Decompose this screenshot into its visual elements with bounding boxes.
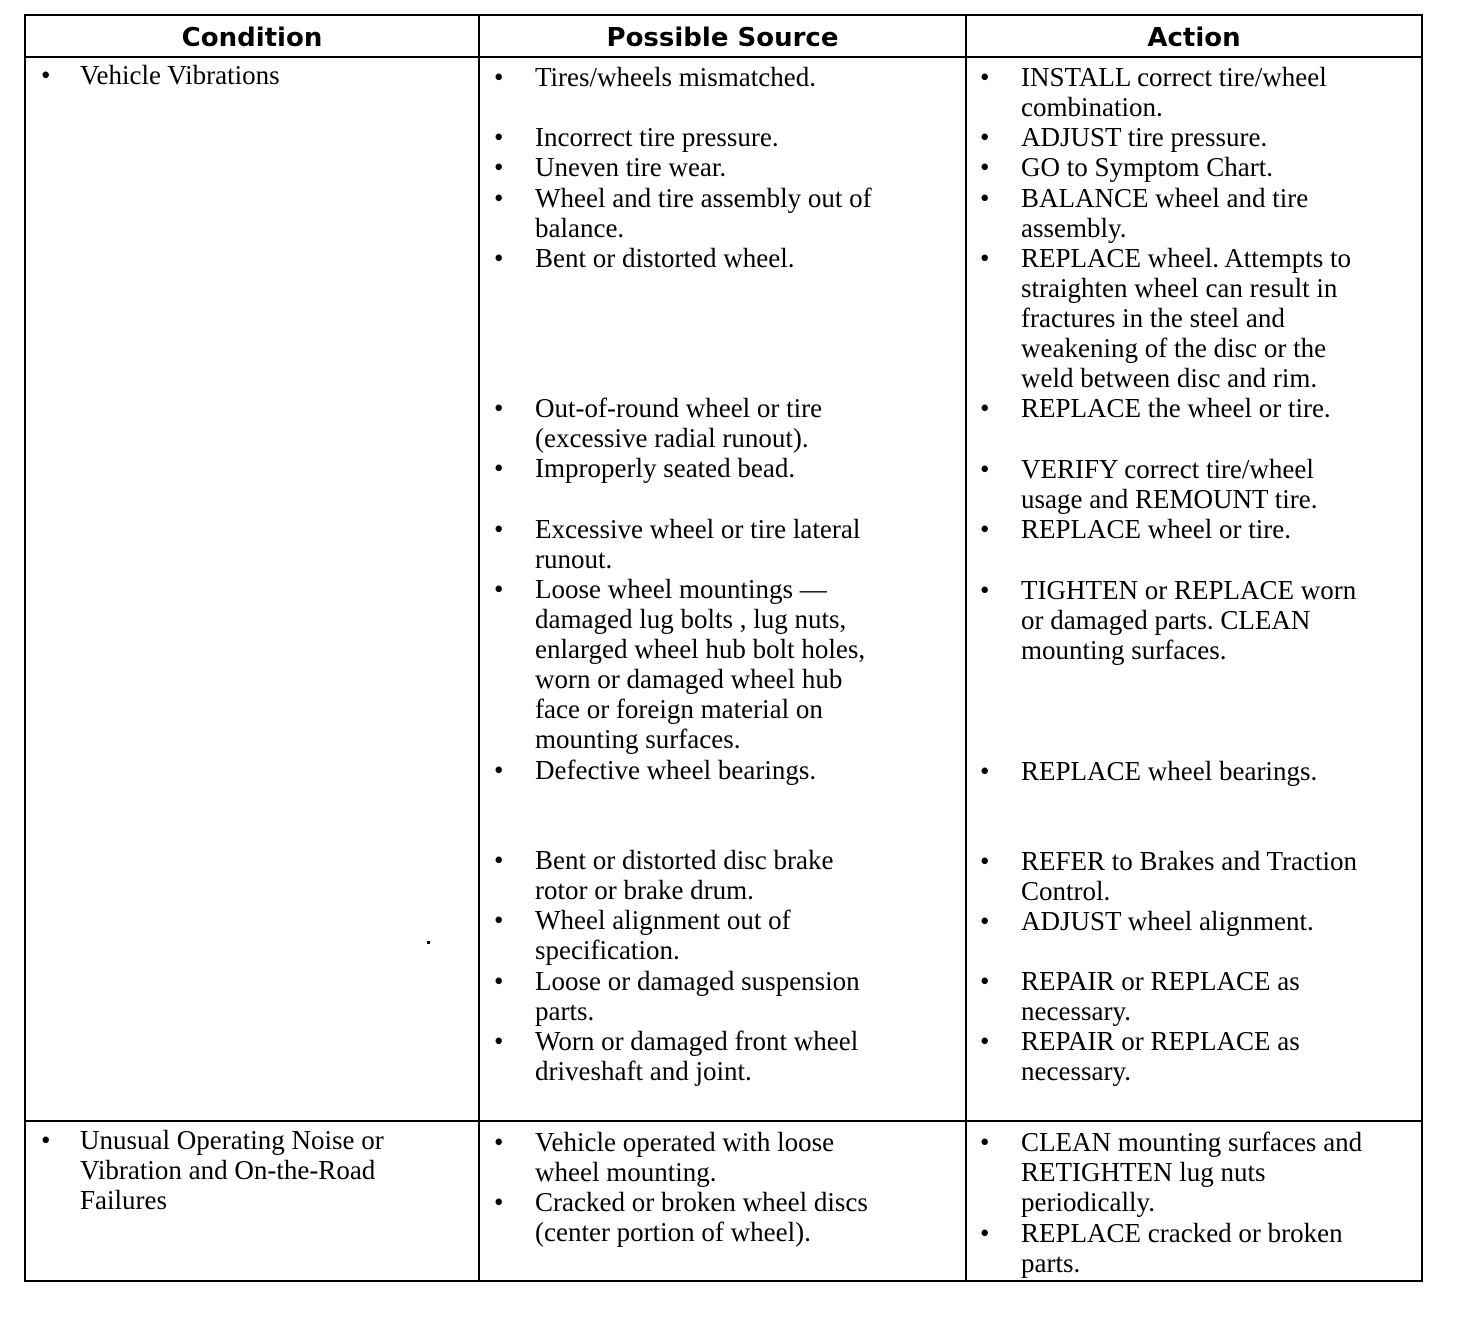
source-item: Improperly seated bead. <box>535 453 796 483</box>
header-possible-source: Possible Source <box>606 23 839 53</box>
row-divider <box>26 1120 1421 1122</box>
action-item: REPAIR or REPLACE as necessary. <box>1021 1026 1300 1086</box>
bullet: • <box>980 1218 990 1248</box>
bullet: • <box>494 453 504 483</box>
bullet: • <box>494 1127 504 1157</box>
header-condition: Condition <box>181 23 323 53</box>
source-item: Loose wheel mountings — damaged lug bolts , lug nuts, enlarged wheel hub bolt holes, worn or damaged wheel hub face or foreign material on mounting surfaces. <box>535 574 866 754</box>
action-item: ADJUST wheel alignment. <box>1021 906 1314 936</box>
bullet: • <box>494 152 504 182</box>
action-item: REPLACE the wheel or tire. <box>1021 393 1331 423</box>
condition-text: Vehicle Vibrations <box>80 60 280 90</box>
source-item: Bent or distorted disc brake rotor or brake drum. <box>535 845 834 905</box>
header-divider <box>26 56 1421 58</box>
bullet: • <box>980 243 990 273</box>
bullet: • <box>494 845 504 875</box>
action-item: REPLACE cracked or broken parts. <box>1021 1218 1343 1278</box>
source-item: Vehicle operated with loose wheel mounting. <box>535 1127 835 1187</box>
bullet: • <box>980 756 990 786</box>
bullet: • <box>980 966 990 996</box>
bullet: • <box>494 1026 504 1056</box>
source-item: Out-of-round wheel or tire (excessive radial runout). <box>535 393 823 453</box>
action-item: REPLACE wheel bearings. <box>1021 756 1318 786</box>
action-item: VERIFY correct tire/wheel usage and REMOUNT tire. <box>1021 454 1318 514</box>
bullet: • <box>494 62 504 92</box>
source-item: Uneven tire wear. <box>535 152 727 182</box>
bullet: • <box>494 574 504 604</box>
column-divider <box>478 16 480 1280</box>
bullet: • <box>980 454 990 484</box>
source-item: Worn or damaged front wheel driveshaft and joint. <box>535 1026 859 1086</box>
source-item: Bent or distorted wheel. <box>535 243 795 273</box>
action-item: REPLACE wheel or tire. <box>1021 514 1291 544</box>
bullet: • <box>980 1127 990 1157</box>
bullet: • <box>980 575 990 605</box>
bullet: • <box>980 183 990 213</box>
source-item: Loose or damaged suspension parts. <box>535 966 860 1026</box>
bullet: • <box>494 966 504 996</box>
source-item: Excessive wheel or tire lateral runout. <box>535 514 861 574</box>
bullet: • <box>980 846 990 876</box>
bullet: • <box>980 122 990 152</box>
bullet: • <box>494 122 504 152</box>
bullet: • <box>980 152 990 182</box>
bullet: • <box>494 905 504 935</box>
bullet: • <box>494 1187 504 1217</box>
column-divider <box>965 16 967 1280</box>
stray-mark <box>427 941 430 944</box>
source-item: Incorrect tire pressure. <box>535 122 779 152</box>
action-item: TIGHTEN or REPLACE worn or damaged parts. CLEAN mounting surfaces. <box>1021 575 1357 665</box>
source-item: Tires/wheels mismatched. <box>535 62 816 92</box>
action-item: INSTALL correct tire/wheel combination. <box>1021 62 1327 122</box>
bullet: • <box>980 514 990 544</box>
bullet: • <box>494 183 504 213</box>
action-item: GO to Symptom Chart. <box>1021 152 1274 182</box>
action-item: BALANCE wheel and tire assembly. <box>1021 183 1309 243</box>
bullet: • <box>494 514 504 544</box>
bullet: • <box>41 60 51 90</box>
source-item: Cracked or broken wheel discs (center portion of wheel). <box>535 1187 868 1247</box>
action-item: REPAIR or REPLACE as necessary. <box>1021 966 1300 1026</box>
bullet: • <box>980 393 990 423</box>
bullet: • <box>980 1026 990 1056</box>
action-item: CLEAN mounting surfaces and RETIGHTEN lug nuts periodically. <box>1021 1127 1363 1217</box>
bullet: • <box>494 393 504 423</box>
bullet: • <box>980 62 990 92</box>
source-item: Wheel alignment out of specification. <box>535 905 791 965</box>
header-action: Action <box>1147 23 1241 53</box>
bullet: • <box>41 1125 51 1155</box>
bullet: • <box>980 906 990 936</box>
bullet: • <box>494 243 504 273</box>
bullet: • <box>494 755 504 785</box>
action-item: REPLACE wheel. Attempts to straighten wheel can result in fractures in the steel and weakening of the disc or the weld between disc and rim. <box>1021 243 1351 393</box>
source-item: Wheel and tire assembly out of balance. <box>535 183 872 243</box>
action-item: ADJUST tire pressure. <box>1021 122 1268 152</box>
source-item: Defective wheel bearings. <box>535 755 817 785</box>
action-item: REFER to Brakes and Traction Control. <box>1021 846 1357 906</box>
